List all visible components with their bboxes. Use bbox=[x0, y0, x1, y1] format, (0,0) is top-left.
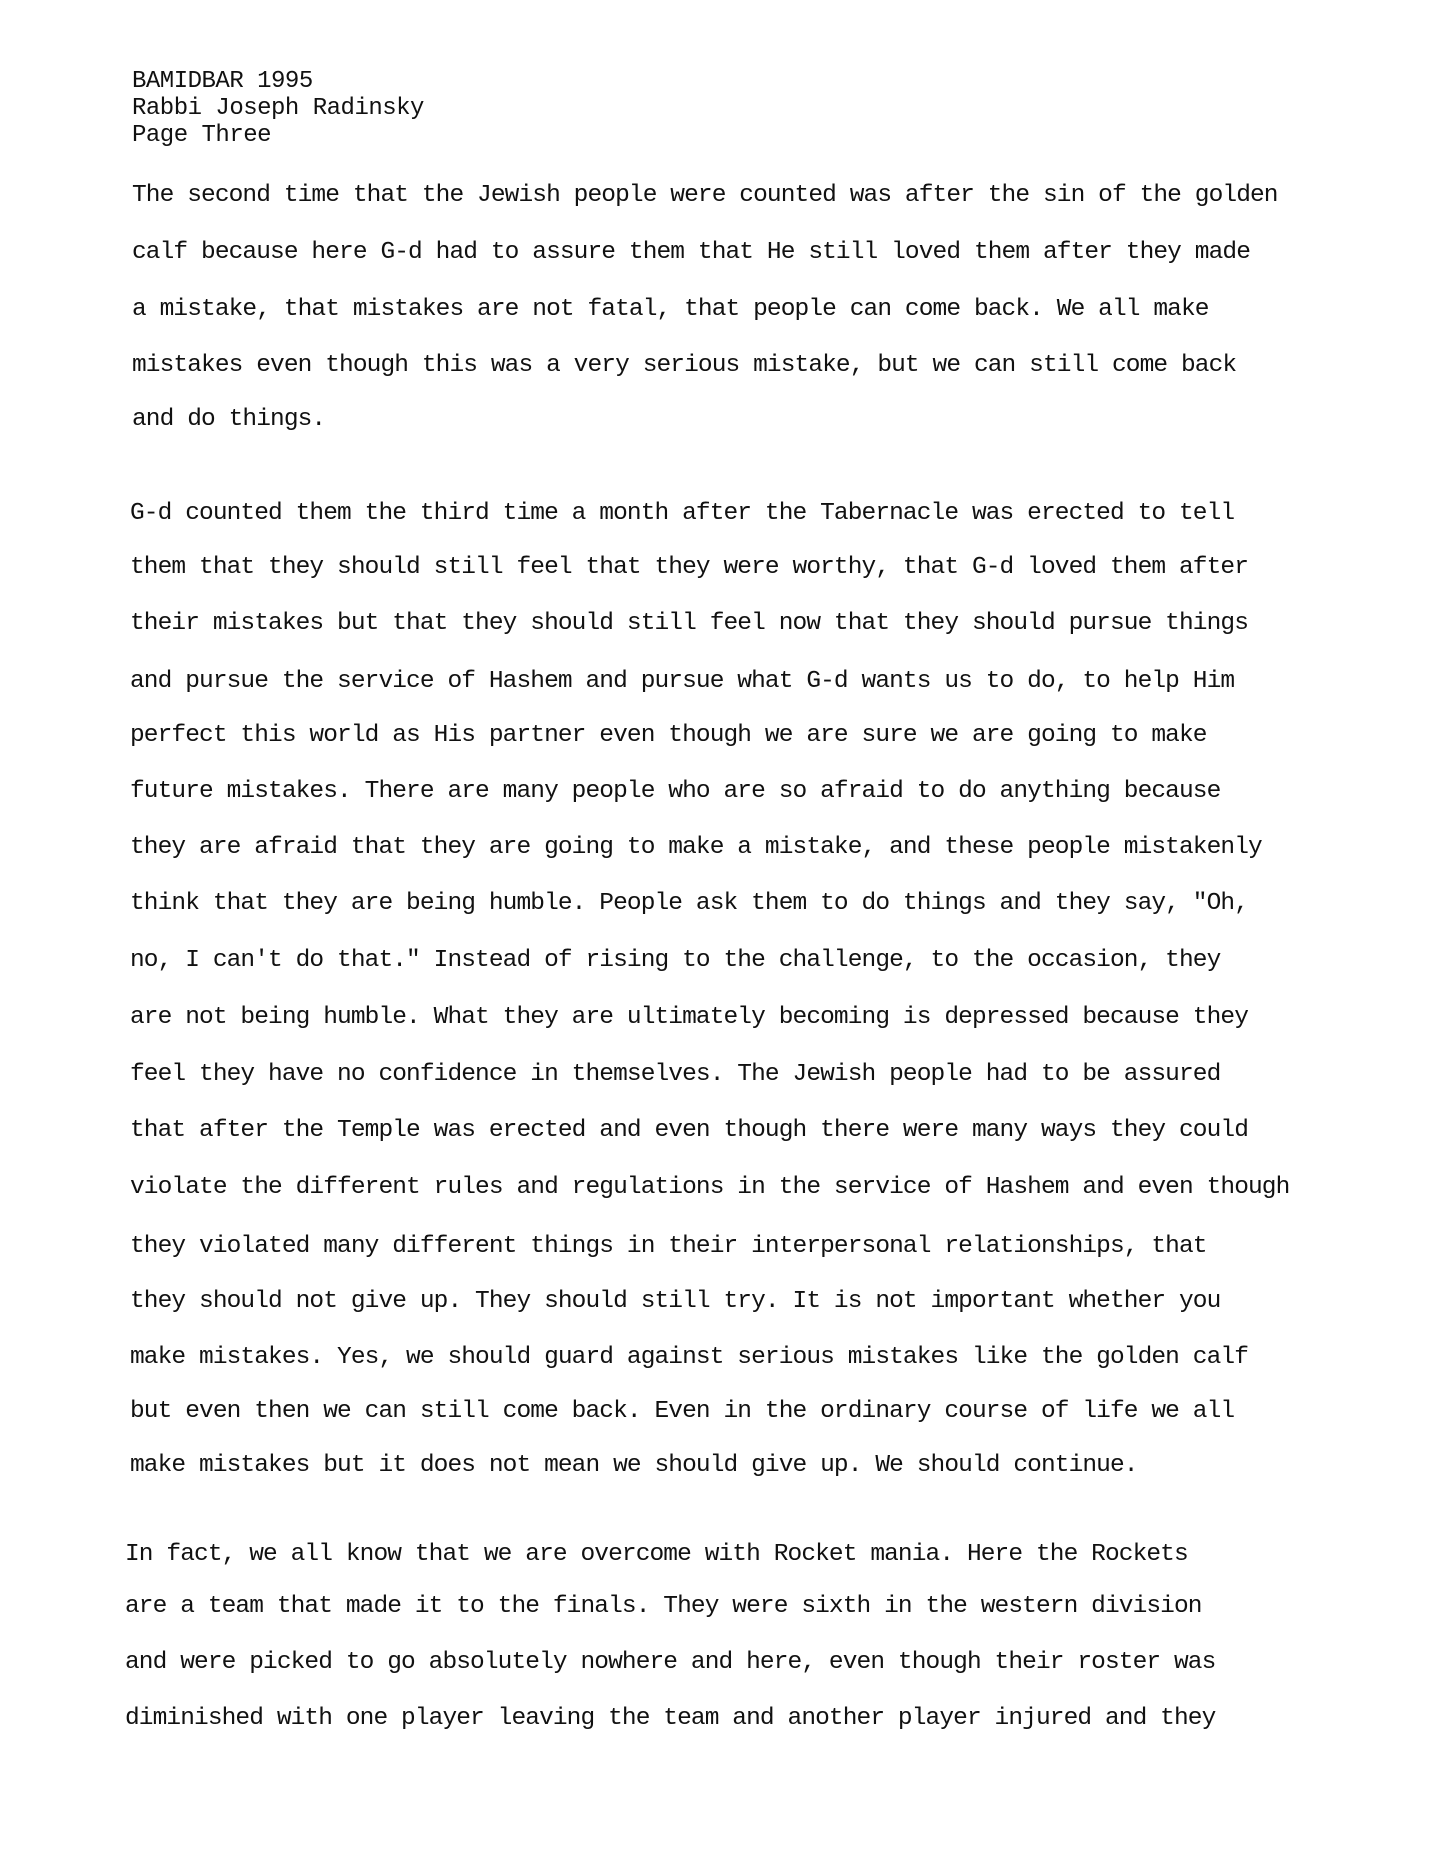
text-line: and were picked to go absolutely nowhere and here, even though their roster was bbox=[125, 1649, 1216, 1676]
text-line: their mistakes but that they should still feel now that they should pursue things bbox=[130, 610, 1248, 637]
text-line: and do things. bbox=[132, 406, 326, 433]
text-line: make mistakes. Yes, we should guard against serious mistakes like the golden calf bbox=[130, 1344, 1248, 1371]
text-line: them that they should still feel that they were worthy, that G-d loved them after bbox=[130, 554, 1248, 581]
text-line: diminished with one player leaving the team and another player injured and they bbox=[125, 1705, 1216, 1732]
text-line: G-d counted them the third time a month after the Tabernacle was erected to tell bbox=[130, 500, 1235, 527]
document-author: Rabbi Joseph Radinsky bbox=[132, 95, 424, 122]
text-line: The second time that the Jewish people were counted was after the sin of the golden bbox=[132, 182, 1278, 209]
text-line: feel they have no confidence in themselves. The Jewish people had to be assured bbox=[130, 1061, 1221, 1088]
text-line: they are afraid that they are going to make a mistake, and these people mistakenly bbox=[130, 834, 1262, 861]
text-line: and pursue the service of Hashem and pursue what G-d wants us to do, to help Him bbox=[130, 668, 1235, 695]
text-line: make mistakes but it does not mean we should give up. We should continue. bbox=[130, 1452, 1138, 1479]
text-line: are a team that made it to the finals. They were sixth in the western division bbox=[125, 1593, 1202, 1620]
text-line: no, I can't do that." Instead of rising to the challenge, to the occasion, they bbox=[130, 947, 1221, 974]
text-line: think that they are being humble. People ask them to do things and they say, "Oh, bbox=[130, 890, 1248, 917]
document-header bbox=[132, 68, 424, 149]
text-line: but even then we can still come back. Even in the ordinary course of life we all bbox=[130, 1398, 1235, 1425]
text-line: they should not give up. They should still try. It is not important whether you bbox=[130, 1288, 1221, 1315]
text-line: they violated many different things in their interpersonal relationships, that bbox=[130, 1233, 1207, 1260]
text-line: that after the Temple was erected and even though there were many ways they could bbox=[130, 1117, 1248, 1144]
page-label: Page Three bbox=[132, 122, 272, 149]
text-line: a mistake, that mistakes are not fatal, that people can come back. We all make bbox=[132, 296, 1209, 323]
text-line: perfect this world as His partner even though we are sure we are going to make bbox=[130, 722, 1207, 749]
text-line: In fact, we all know that we are overcome with Rocket mania. Here the Rockets bbox=[125, 1541, 1188, 1568]
text-line: calf because here G-d had to assure them that He still loved them after they made bbox=[132, 239, 1250, 266]
text-line: violate the different rules and regulations in the service of Hashem and even though bbox=[130, 1174, 1290, 1201]
text-line: are not being humble. What they are ultimately becoming is depressed because they bbox=[130, 1004, 1248, 1031]
text-line: future mistakes. There are many people who are so afraid to do anything because bbox=[130, 778, 1221, 805]
document-title: BAMIDBAR 1995 bbox=[132, 68, 313, 95]
text-line: mistakes even though this was a very serious mistake, but we can still come back bbox=[132, 352, 1237, 379]
